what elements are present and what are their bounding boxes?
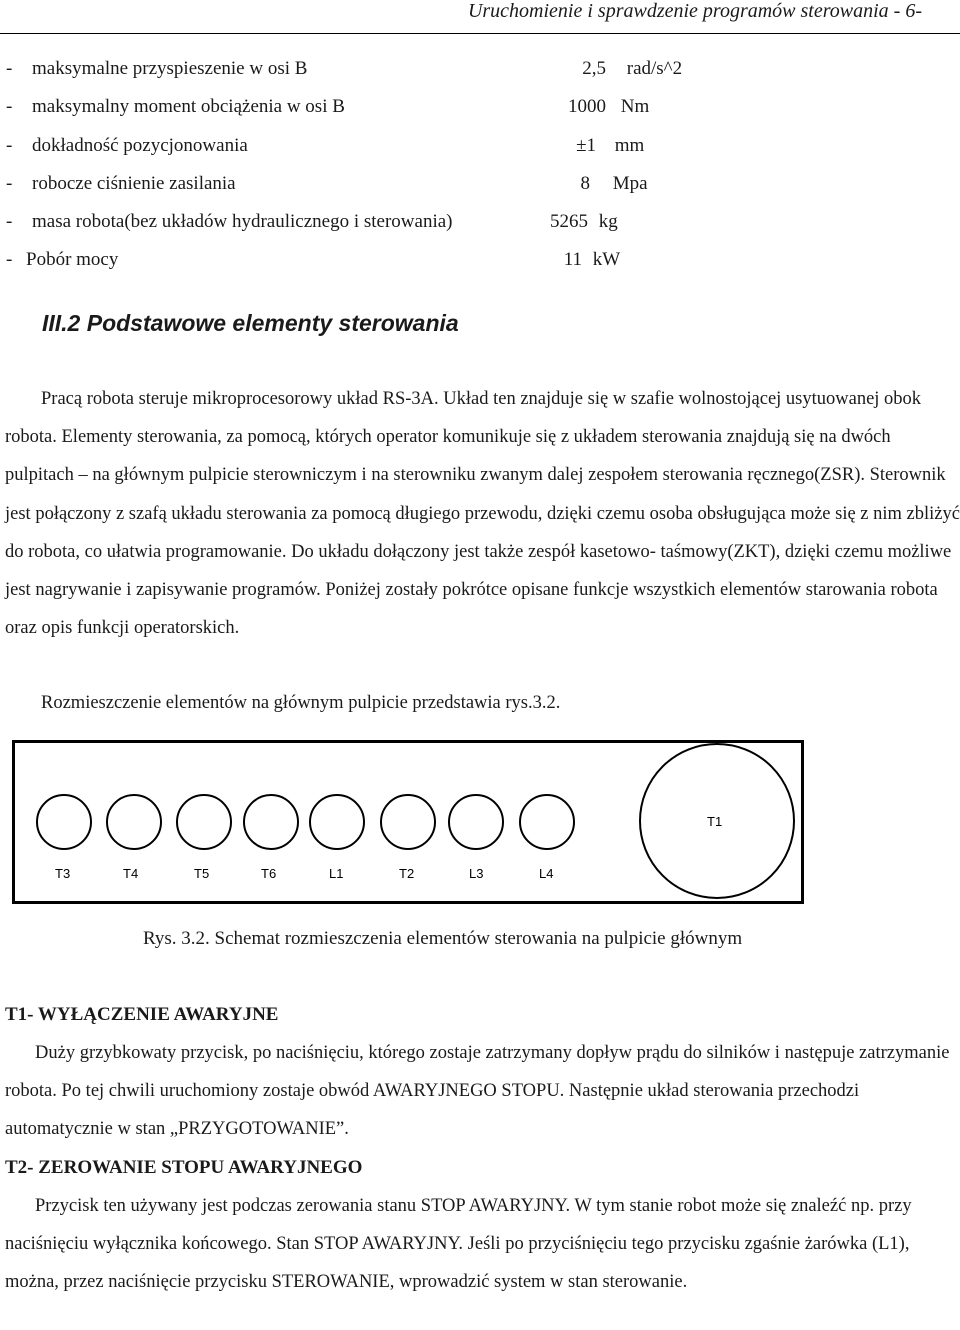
spec-value: 2,5 rad/s^2 — [582, 58, 683, 79]
lamp-l4-circle — [520, 795, 574, 849]
t2-description: Przycisk ten używany jest podczas zerowania stanu STOP AWARYJNY. W tym stanie robot może się znaleźć np. przy naciśnięciu wyłącznika końcowego. Stan STOP AWARYJNY. Jeśli po przyciśnięciu tego przycisku zgaśnie żarówka (L1), można, przez naciśnięcie przycisku STEROWANIE, wprowadzić system w stan sterowanie. — [5, 1196, 912, 1293]
spec-value: 11 kW — [563, 249, 621, 270]
spec-value: 1000 Nm — [568, 96, 650, 117]
spec-label: dokładność pozycjonowania — [32, 135, 248, 156]
spec-item: - masa robota(bez układów hydraulicznego i sterowania) — [6, 211, 453, 232]
spec-label: maksymalny moment obciążenia w osi B — [32, 96, 345, 117]
button-t6-circle — [244, 795, 298, 849]
spec-value: 8 Mpa — [580, 173, 648, 194]
panel-svg — [15, 743, 807, 907]
lamp-l3-circle — [449, 795, 503, 849]
button-t5-circle — [177, 795, 231, 849]
panel-label-t2: T2 — [399, 866, 415, 881]
spec-item: - maksymalny moment obciążenia w osi B — [6, 96, 345, 117]
page-header — [0, 0, 960, 34]
panel-label-t6: T6 — [261, 866, 277, 881]
figure-intro: Rozmieszczenie elementów na głównym pulpicie przedstawia rys.3.2. — [41, 693, 561, 713]
panel-label-l3: L3 — [469, 866, 484, 881]
t1-title: T1- WYŁĄCZENIE AWARYJNE — [5, 1004, 279, 1025]
control-panel-diagram — [12, 740, 804, 904]
panel-label-t4: T4 — [123, 866, 139, 881]
panel-label-t3: T3 — [55, 866, 71, 881]
spec-label: Pobór mocy — [26, 249, 119, 270]
spec-item: - Pobór mocy — [6, 249, 119, 270]
panel-label-l4: L4 — [539, 866, 554, 881]
intro-paragraph: Pracą robota steruje mikroprocesorowy układ RS-3A. Układ ten znajduje się w szafie wolnostojącej usytuowanej obok robota. Elementy sterowania, za pomocą, których operator komunikuje się z układem sterowania znajdują się na dwóch pulpitach – na głównym pulpicie sterowniczym i na sterowniku zwanym dalej zespołem sterowania ręcznego(ZSR). Sterownik jest połączony z szafą układu sterowania za pomocą długiego przewodu, dzięki czemu osoba obsługująca może się z nim zbliżyć do robota, co ułatwia programowanie. Do układu dołączony jest także zespół kasetowo- taśmowy(ZKT), dzięki czemu możliwe jest nagrywanie i zapisywanie programów. Poniżej zostały pokrótce opisane funkcje wszystkich elementów starowania robota oraz opis funkcji operatorskich. — [5, 389, 960, 639]
header-title: Uruchomienie i sprawdzenie programów sterowania - 6- — [467, 0, 922, 22]
spec-label: robocze ciśnienie zasilania — [32, 173, 236, 194]
spec-label: masa robota(bez układów hydraulicznego i sterowania) — [32, 211, 453, 232]
t1-description: Duży grzybkowaty przycisk, po naciśnięciu, którego zostaje zatrzymany dopływ prądu do silników i następuje zatrzymanie robota. Po tej chwili uruchomiony zostaje obwód AWARYJNEGO STOPU. Następnie układ sterowania przechodzi automatycznie w stan „PRZYGOTOWANIE”. — [5, 1043, 950, 1140]
spec-value: ±1 mm — [576, 135, 645, 156]
section-heading: III.2 Podstawowe elementy sterowania — [42, 310, 459, 336]
button-t4-circle — [107, 795, 161, 849]
panel-label-t5: T5 — [194, 866, 210, 881]
spec-value: 5265 kg — [550, 211, 618, 232]
spec-item: - maksymalne przyspieszenie w osi B — [6, 58, 308, 79]
figure-caption: Rys. 3.2. Schemat rozmieszczenia elementów sterowania na pulpicie głównym — [143, 928, 743, 949]
panel-label-l1: L1 — [329, 866, 344, 881]
t2-title: T2- ZEROWANIE STOPU AWARYJNEGO — [5, 1157, 363, 1178]
spec-item: - dokładność pozycjonowania — [6, 135, 248, 156]
spec-item: - robocze ciśnienie zasilania — [6, 173, 236, 194]
panel-label-t1: T1 — [707, 814, 723, 829]
button-t2-circle — [381, 795, 435, 849]
lamp-l1-circle — [310, 795, 364, 849]
spec-label: maksymalne przyspieszenie w osi B — [32, 58, 308, 79]
button-t3-circle — [37, 795, 91, 849]
